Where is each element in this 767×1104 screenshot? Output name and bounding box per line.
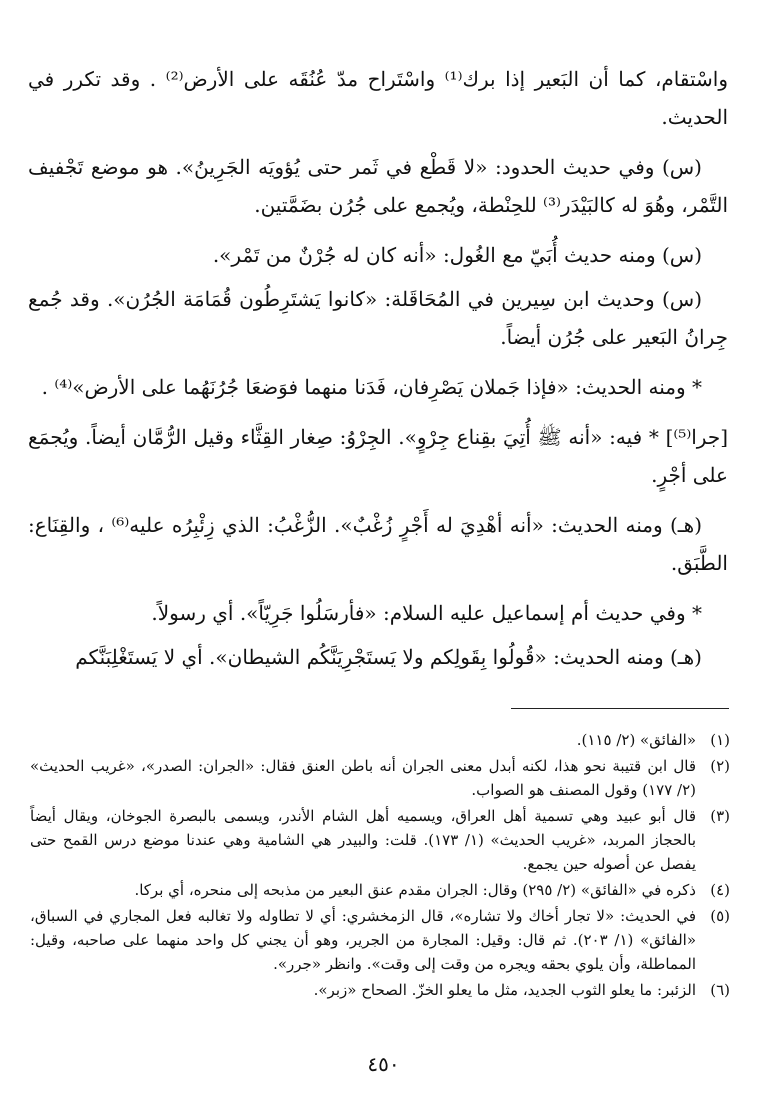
footnote-number: (٣)	[710, 807, 730, 825]
footnote-text: «الفائق» (٢/ ١١٥).	[576, 731, 696, 749]
footnote-text: قال ابن قتيبة نحو هذا، لكنه أبدل معنى الجران أنه باطن العنق فقال: «الجران: الصدر»، «غريب الحديث» (٢/ ١٧٧) وقول المصنف هو الصواب.	[30, 757, 696, 799]
footnote-number: (٤)	[710, 881, 730, 899]
footnote-number: (٦)	[710, 981, 730, 999]
footnote-text: في الحديث: «لا تجار أخاك ولا تشاره»، قال الزمخشري: أي لا تطاوله ولا تغالبه فعل المجاري في السباق، «الفائق» (١/ ٢٠٣). ثم قال: وقيل: المجارة من الجرير، وهو أن يجني كل واحد منهما على صاحبه، وقيل: المماطلة، وأن يلوي بحقه ويجره من وقت إلى وقت». وانظر «جرر».	[30, 907, 697, 973]
footnote-6	[30, 978, 730, 1002]
footnote-number: (٥)	[710, 907, 730, 925]
paragraph-9: (هـ) ومنه الحديث: «قُولُوا بِقَولِكم ولا يَستَجْرِيَنَّكُم الشيطان». أي لا يَستَغْلِبَنَّكم	[75, 645, 702, 669]
footnote-1	[30, 728, 730, 752]
paragraph-6-entry-jara: [جرا⁽⁵⁾] * فيه: «أنه ﷺ أُتِيَ بقِناع جِرْوٍ». الجِرْوُ: صِغار القِثَّاء وقيل الرُّمَّان أيضاً. ويُجمَع على أجْرٍ.	[28, 425, 728, 487]
footnotes-section	[30, 728, 730, 1004]
paragraph-7: (هـ) ومنه الحديث: «أنه أهْدِيَ له أَجْرٍ زُغْبٌ». الزُّغْبُ: الذي زِئْبِرُه عليه⁽⁶⁾ ، والقِنَاع: الطَّبَق.	[28, 513, 728, 575]
footnote-number: (١)	[710, 731, 730, 749]
footnote-text: قال أبو عبيد وهي تسمية أهل العراق، ويسميه أهل الشام الأندر، ويسمى بالبصرة الجوخان، ويقال أيضاً بالحجاز المربد، «غريب الحديث» (١/ ١٧٣). قلت: والبيدر هي الشامية وهي عندنا موضع درس القمح حتى يفصل عن أصوله حين يجمع.	[30, 807, 697, 873]
paragraph-2: (س) وفي حديث الحدود: «لا قَطْع في ثَمر حتى يُؤويَه الجَرِينُ». هو موضع تَجْفيف التَّمْر، وهُوَ له كالبَيْدَر⁽³⁾ للحِنْطة، ويُجمع على جُرُن بضَمَّتين.	[28, 155, 728, 217]
footnote-text: الزئبر: ما يعلو الثوب الجديد، مثل ما يعلو الخزّ. الصحاح «زبر».	[313, 981, 696, 999]
footnote-3	[30, 804, 730, 876]
main-body-text	[28, 60, 728, 688]
footnote-5	[30, 904, 730, 976]
footnote-2	[30, 754, 730, 802]
footnote-4	[30, 878, 730, 902]
footnote-number: (٢)	[710, 757, 730, 775]
paragraph-4: (س) وحديث ابن سِيرين في المُحَاقَلة: «كانوا يَشتَرِطُون قُمَامَة الجُرُن». وقد جُمع جِرانُ البَعير على جُرُن أيضاً.	[28, 287, 728, 349]
paragraph-1: واسْتقام، كما أن البَعير إذا برك⁽¹⁾ واسْتَراح مدّ عُنُقَه على الأرض⁽²⁾ . وقد تكرر في الحديث.	[28, 67, 729, 129]
page-number: ٤٥٠	[367, 1052, 400, 1076]
footnote-divider	[511, 708, 729, 709]
footnote-text: ذكره في «الفائق» (٢/ ٢٩٥) وقال: الجران مقدم عنق البعير من مذبحه إلى منحره، أي بركا.	[134, 881, 696, 899]
paragraph-8: * وفي حديث أم إسماعيل عليه السلام: «فأرسَلُوا جَرِيّاً». أي رسولاً.	[151, 601, 702, 625]
paragraph-3: (س) ومنه حديث أُبَيّ مع الغُول: «أنه كان له جُرْنٌ من تَمْر».	[212, 243, 702, 267]
paragraph-5: * ومنه الحديث: «فإذا جَملان يَصْرِفان، فَدَنا منهما فوَضعَا جُرُنَهُما على الأرض»⁽⁴⁾ .	[41, 375, 702, 399]
